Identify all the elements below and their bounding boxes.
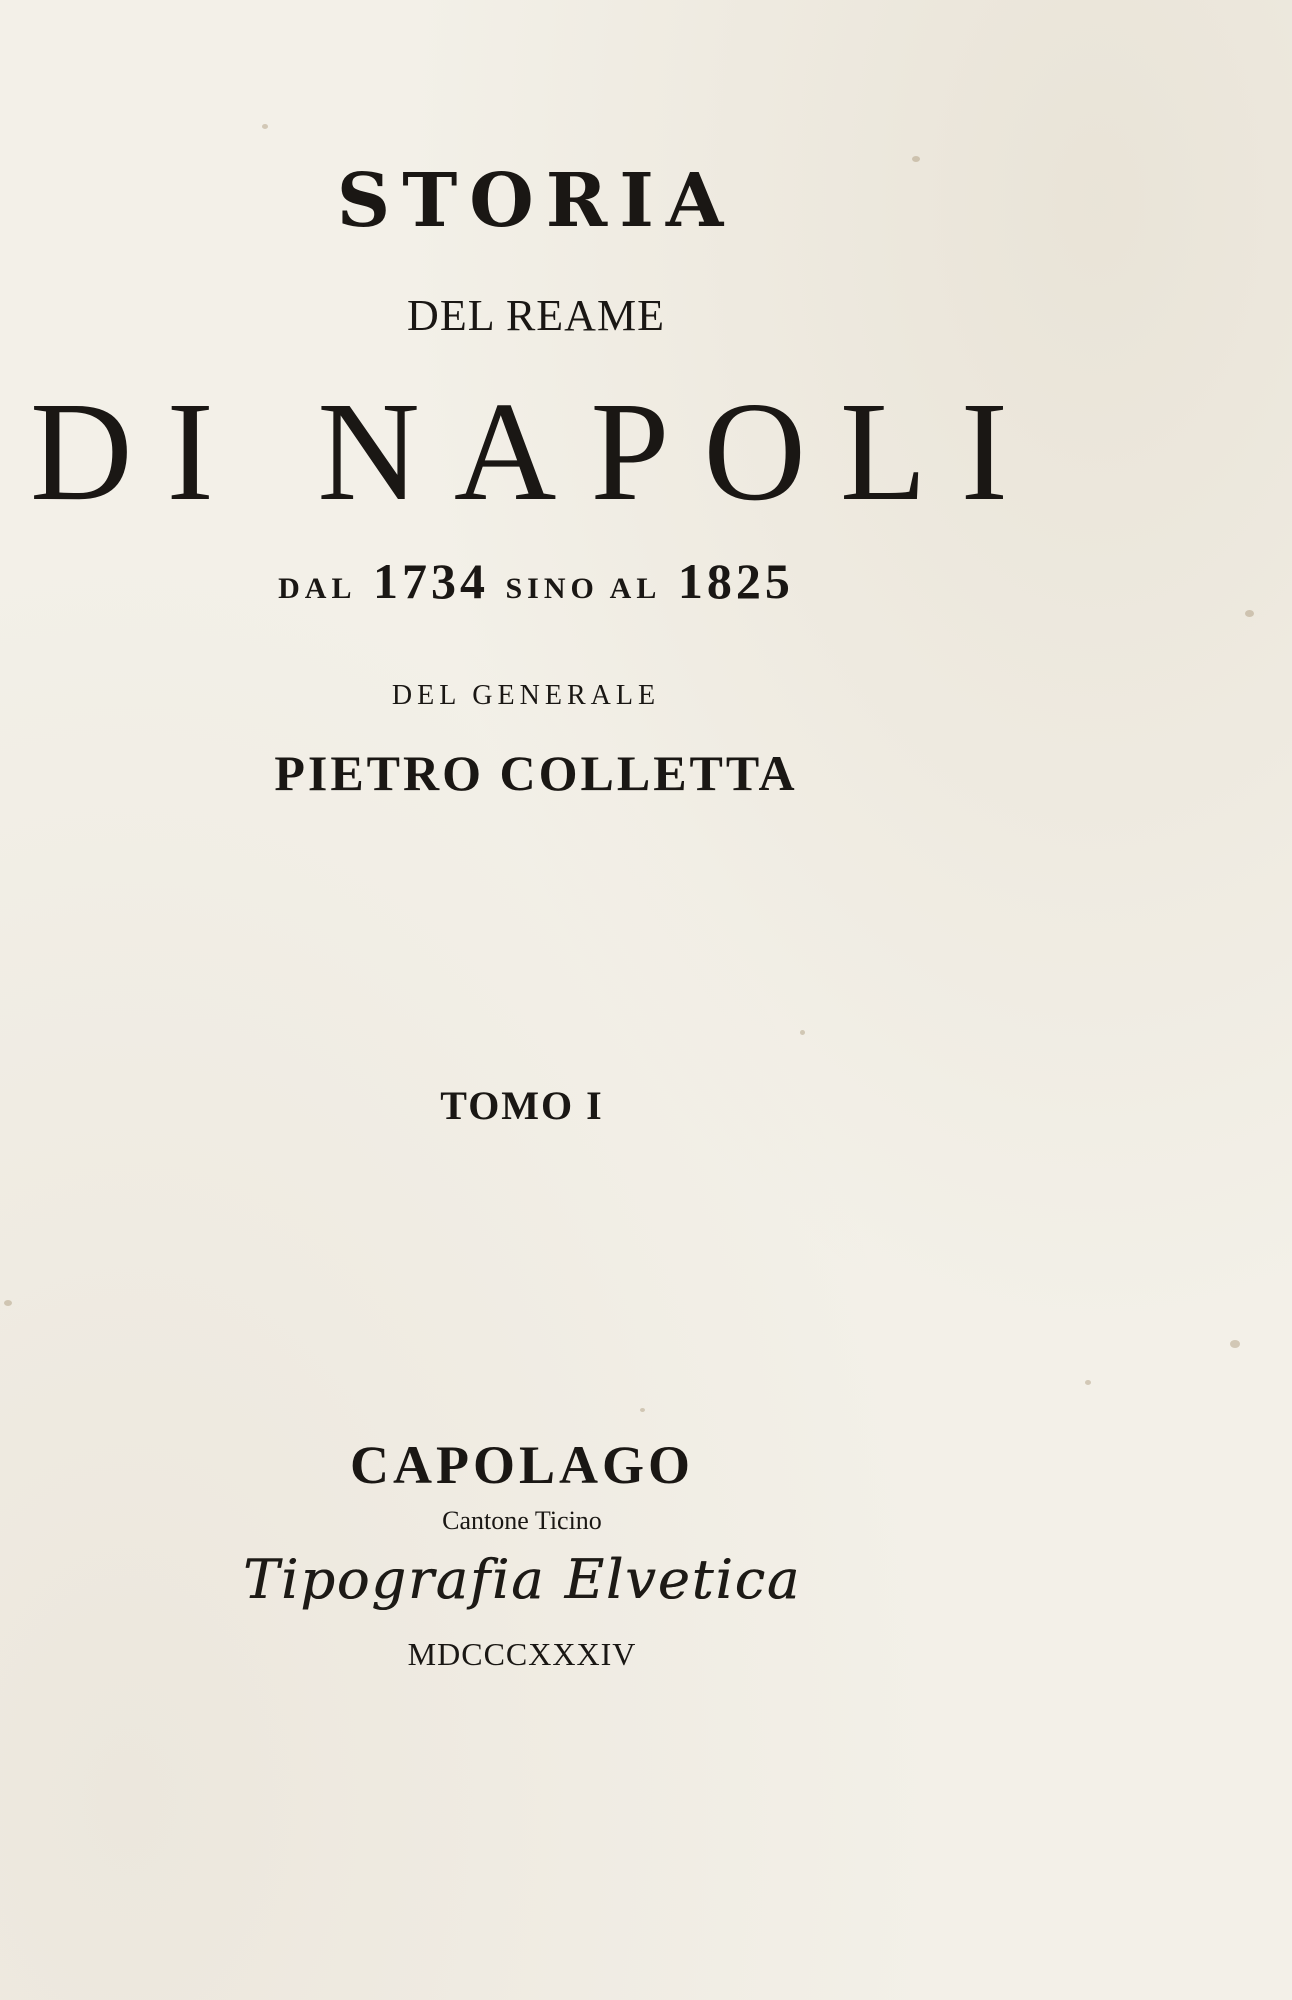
title-del-reame: DEL REAME [407, 291, 665, 340]
volume-label: TOMO I [440, 1083, 604, 1128]
paper-speck [1085, 1380, 1091, 1385]
paper-speck [1245, 610, 1254, 617]
imprint-printer: Tipografia Elvetica [242, 1548, 802, 1611]
byline: DEL GENERALE [391, 680, 661, 711]
author-name: PIETRO COLLETTA [274, 745, 798, 801]
paper-speck [912, 156, 920, 162]
title-di-napoli: DI NAPOLI [30, 372, 1042, 530]
imprint-place: CAPOLAGO [349, 1435, 694, 1495]
date-range [0, 552, 1182, 610]
paper-speck [262, 124, 268, 129]
date-prefix: DAL [278, 572, 357, 605]
imprint-canton: Cantone Ticino [442, 1506, 602, 1535]
paper-speck [4, 1300, 12, 1306]
date-middle: SINO AL [505, 572, 662, 605]
start-year: 1734 [372, 553, 489, 609]
paper-speck [800, 1030, 805, 1035]
paper-speck [640, 1408, 645, 1412]
end-year: 1825 [677, 553, 794, 609]
show-through-text [90, 860, 1030, 942]
imprint-year: MDCCCXXXIV [407, 1636, 637, 1672]
title-storia: STORIA [336, 158, 736, 244]
paper-speck [1230, 1340, 1240, 1348]
